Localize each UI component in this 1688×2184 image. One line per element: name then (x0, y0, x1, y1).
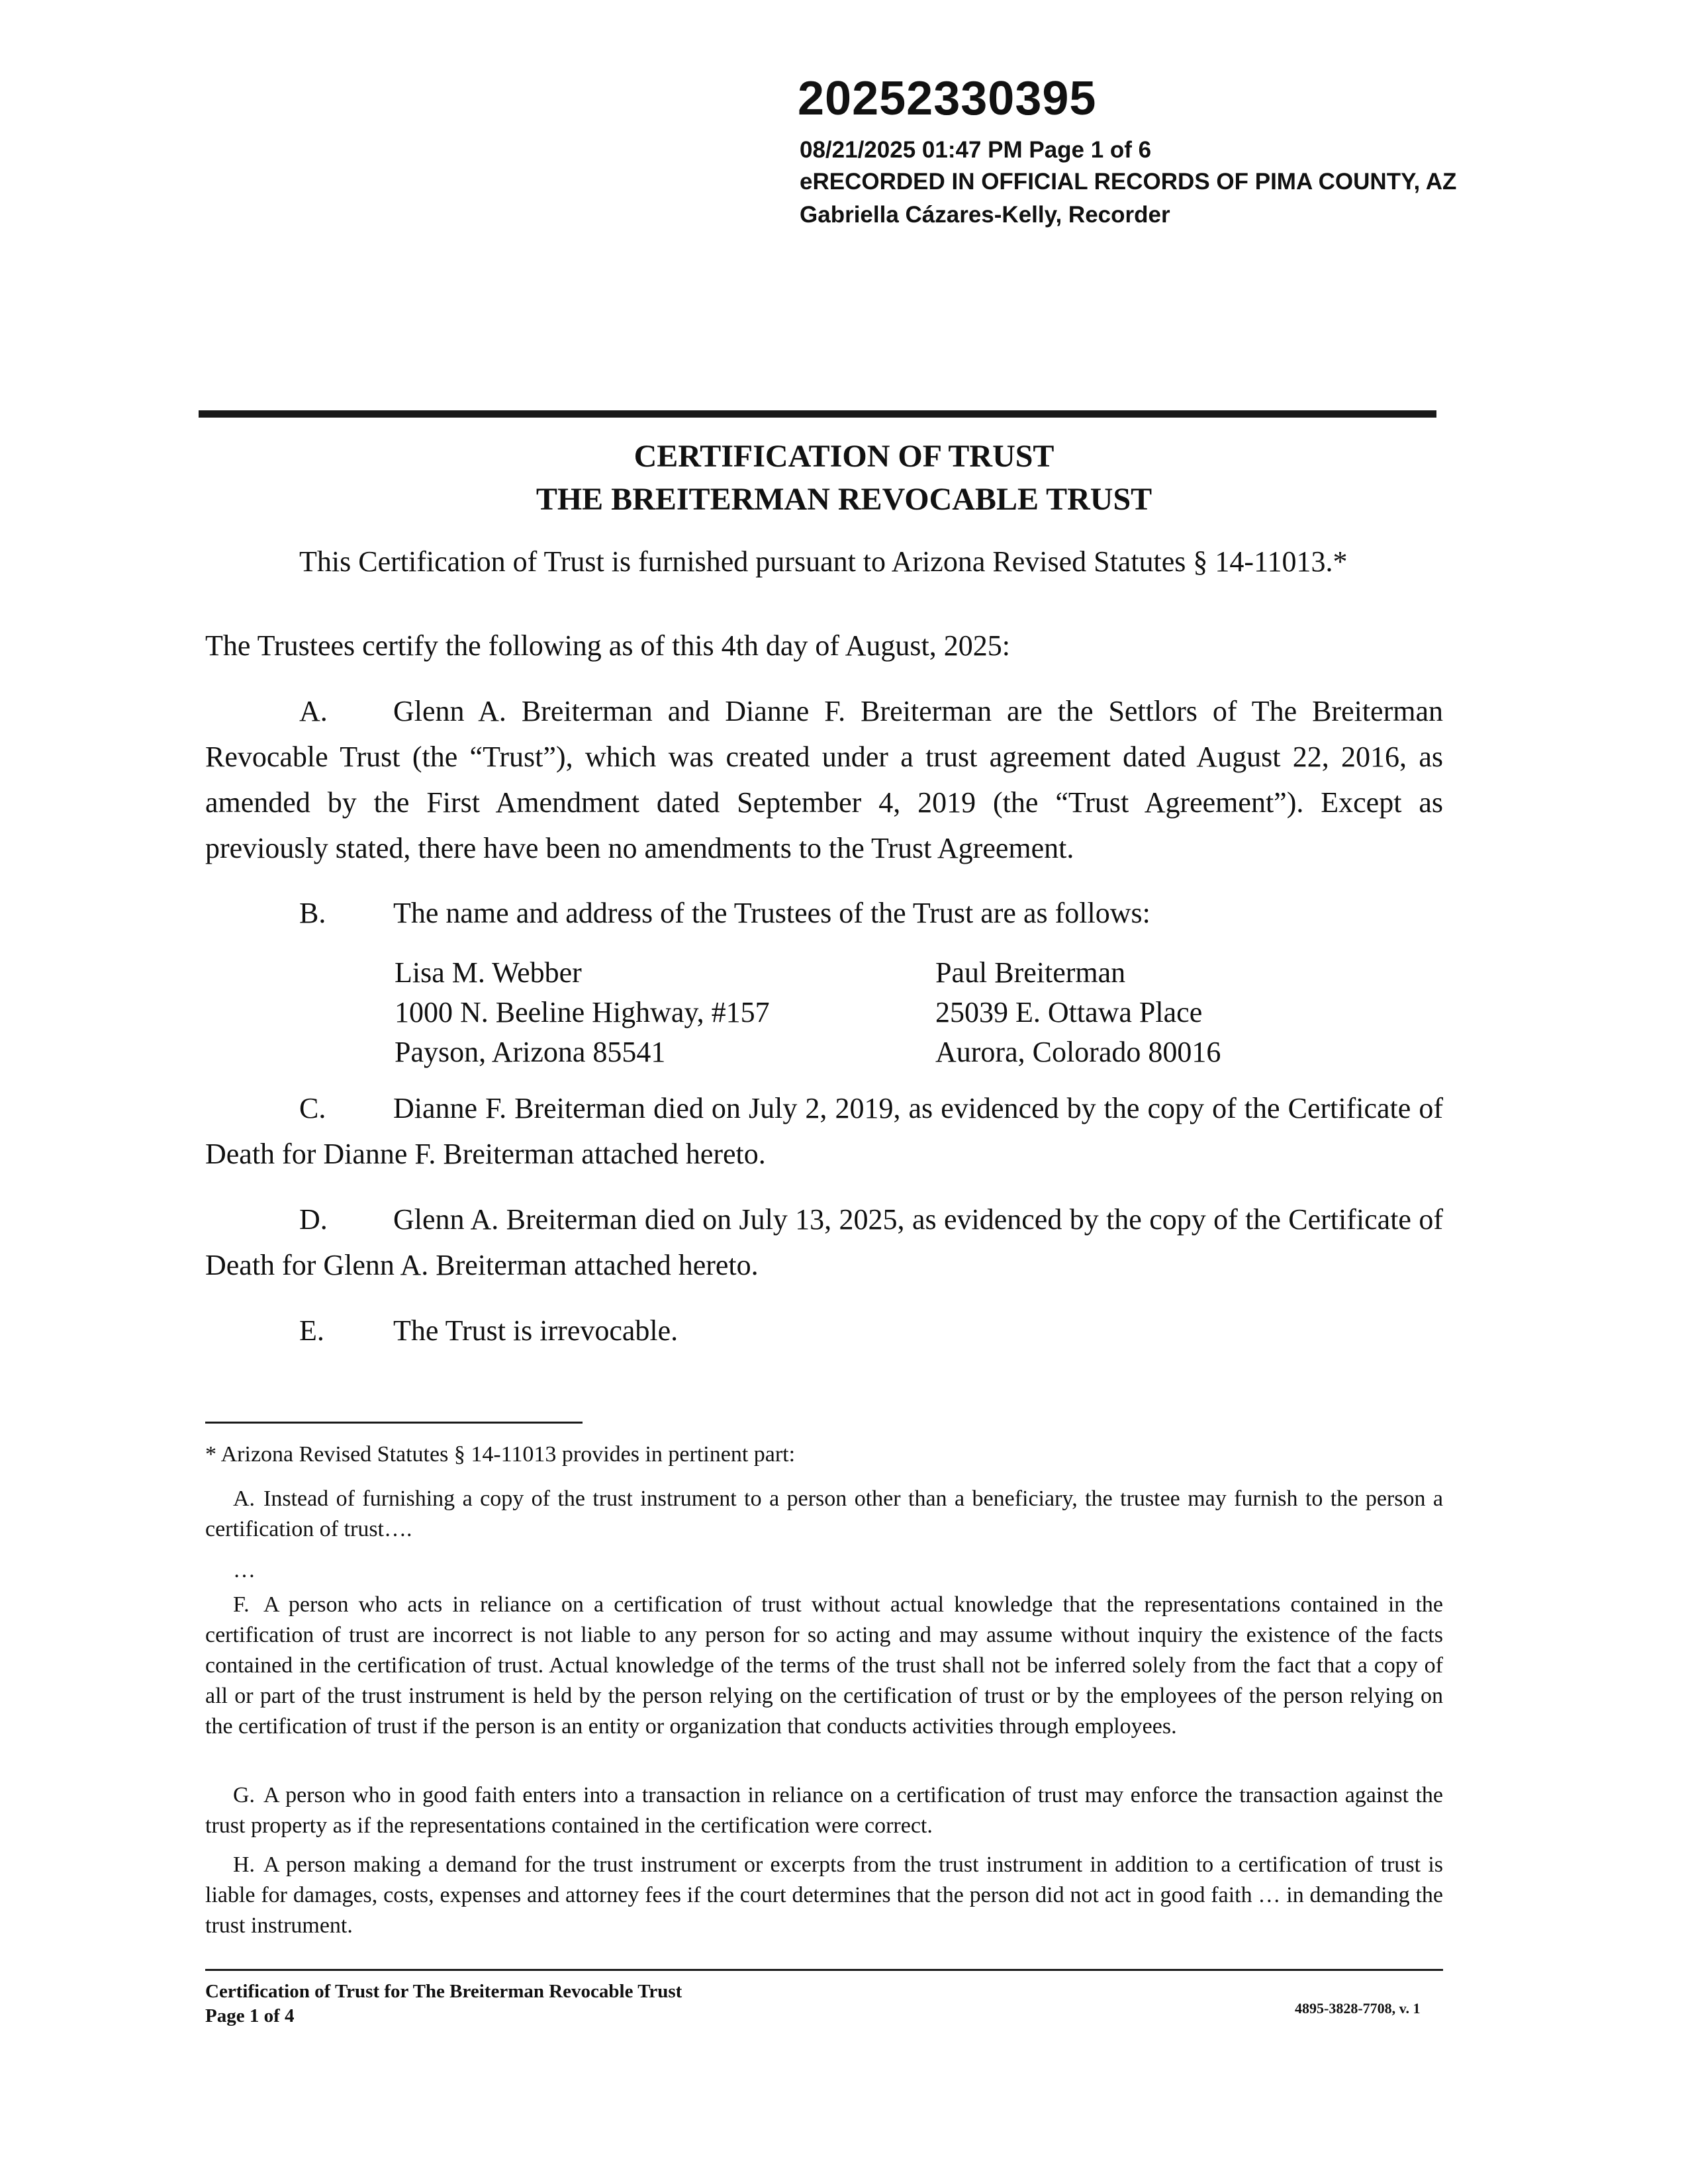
footnote-text: A person making a demand for the trust instrument or excerpts from the trust instrument in addition to a certification of trust is liable for damages, costs, expenses and attorney fees if the court determines that the person did not act in good faith … in demanding the trust instrument. (205, 1852, 1443, 1938)
intro-statement: This Certification of Trust is furnished pursuant to Arizona Revised Statutes § 14-11013.* (299, 545, 1348, 578)
trustee-address-line2: Payson, Arizona 85541 (395, 1036, 666, 1068)
footer-document-title: Certification of Trust for The Breiterman Revocable Trust (205, 1981, 682, 2002)
footnote-intro: * Arizona Revised Statutes § 14-11013 provides in pertinent part: (205, 1442, 796, 1467)
footnote-ellipsis: … (233, 1558, 256, 1582)
paragraph-text: The Trust is irrevocable. (393, 1314, 679, 1347)
footnote-text: A person who in good faith enters into a transaction in reliance on a certification of trust may enforce the transaction against the trust property as if the representations contained in the certification were correct. (205, 1783, 1443, 1838)
paragraph-text: The name and address of the Trustees of the Trust are as follows: (393, 897, 1150, 929)
paragraph-e (205, 1308, 1443, 1353)
footnote-text: Instead of furnishing a copy of the trust instrument to a person other than a beneficiary, the trustee may furnish to the person a certification of trust…. (205, 1486, 1443, 1541)
paragraph-marker: D. (299, 1203, 328, 1236)
as-of-statement: The Trustees certify the following as of this 4th day of August, 2025: (205, 629, 1010, 662)
footer-document-id: 4895-3828-7708, v. 1 (1295, 2000, 1421, 2017)
paragraph-marker: E. (299, 1314, 324, 1347)
footnote-item-f (205, 1590, 1443, 1742)
footnote-marker: F. (233, 1592, 250, 1617)
footer-page-number: Page 1 of 4 (205, 2005, 295, 2026)
footnote-divider (205, 1422, 583, 1424)
recording-datetime-page: 08/21/2025 01:47 PM Page 1 of 6 (800, 137, 1152, 163)
trustee-address-line2: Aurora, Colorado 80016 (935, 1036, 1221, 1068)
trustee-address-line1: 1000 N. Beeline Highway, #157 (395, 996, 770, 1028)
paragraph-text: Glenn A. Breiterman and Dianne F. Breiterman are the Settlors of The Breiterman Revocable Trust (the “Trust”), which was created under a trust agreement dated August 22, 2016, as amended by the First Amendment dated September 4, 2019 (the “Trust Agreement”). Except as previously stated, there have been no amendments to the Trust Agreement. (205, 695, 1443, 864)
trustee-block-1 (395, 953, 770, 1072)
paragraph-marker: A. (299, 695, 328, 727)
trustee-block-2 (935, 953, 1221, 1072)
footnote-marker: H. (233, 1852, 256, 1877)
paragraph-c (205, 1085, 1443, 1177)
paragraph-marker: B. (299, 897, 326, 929)
footnote-text: A person who acts in reliance on a certification of trust without actual knowledge that the representations contained in the certification of trust are incorrect is not liable to any person for so acting and may assume without inquiry the existence of the facts contained in the certification of trust. Actual knowledge of the terms of the trust shall not be inferred solely from the fact that a copy of all or part of the trust instrument is held by the person relying on the certification of trust or by the employees of the person relying on the certification of trust if the person is an entity or organization that conducts activities through employees. (205, 1592, 1443, 1739)
paragraph-a (205, 688, 1443, 871)
recording-number: 20252330395 (798, 72, 1097, 125)
footnote-item-g (205, 1780, 1443, 1841)
trustee-name: Lisa M. Webber (395, 956, 582, 989)
trust-name-title: THE BREITERMAN REVOCABLE TRUST (536, 482, 1152, 517)
paragraph-marker: C. (299, 1092, 326, 1124)
footnote-item-h (205, 1850, 1443, 1941)
paragraph-text: Dianne F. Breiterman died on July 2, 2019, as evidenced by the copy of the Certificate of Death for Dianne F. Breiterman attached hereto. (205, 1092, 1443, 1170)
header-divider (199, 410, 1436, 418)
footnote-item-a (205, 1484, 1443, 1545)
trustee-address-line1: 25039 E. Ottawa Place (935, 996, 1203, 1028)
paragraph-b (205, 890, 1443, 936)
footnote-marker: G. (233, 1783, 256, 1807)
trustee-name: Paul Breiterman (935, 956, 1126, 989)
footnote-marker: A. (233, 1486, 256, 1511)
paragraph-text: Glenn A. Breiterman died on July 13, 2025, as evidenced by the copy of the Certificate of Death for Glenn A. Breiterman attached hereto. (205, 1203, 1443, 1281)
document-title: CERTIFICATION OF TRUST (633, 439, 1055, 474)
footer-divider (205, 1969, 1443, 1971)
recording-office: eRECORDED IN OFFICIAL RECORDS OF PIMA COUNTY, AZ (800, 169, 1457, 195)
paragraph-d (205, 1197, 1443, 1288)
recorder-name: Gabriella Cázares-Kelly, Recorder (800, 202, 1170, 228)
